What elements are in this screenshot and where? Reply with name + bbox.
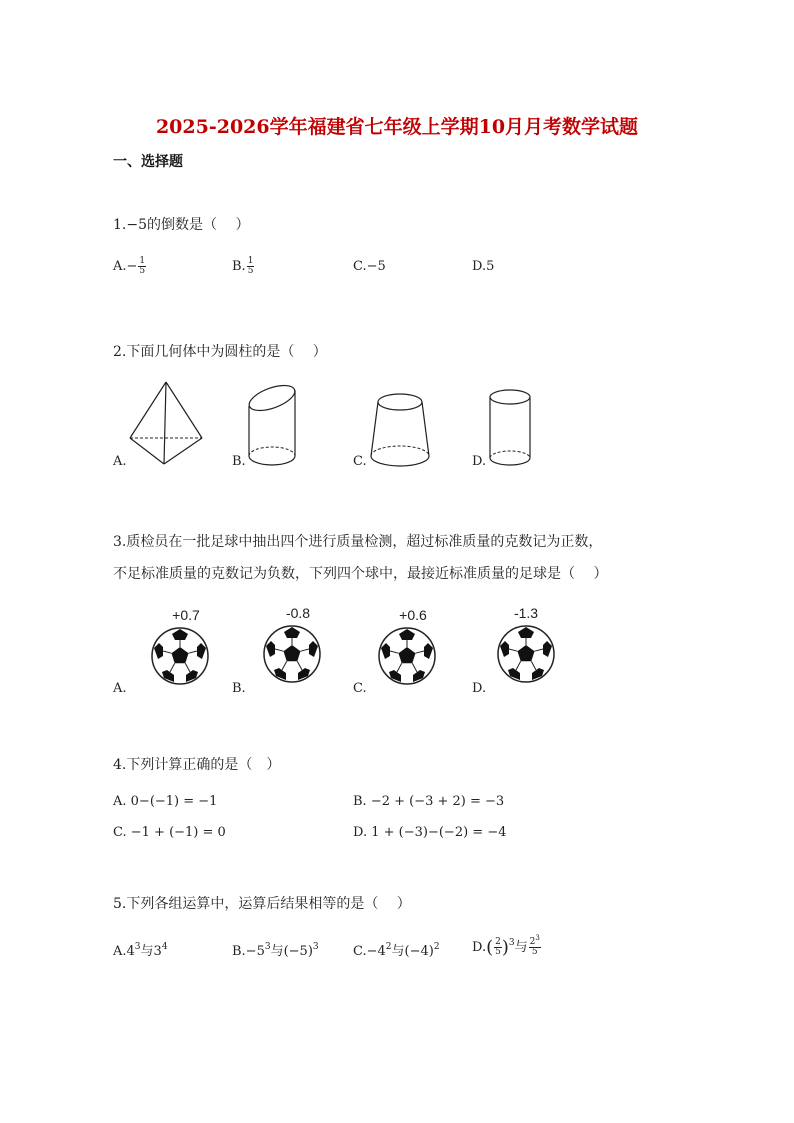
soccer-ball-a [150, 604, 212, 684]
question-3-line1: 3.质检员在一批足球中抽出四个进行质量检测，超过标准质量的克数记为正数， [113, 534, 603, 550]
question-3-line2: 不足标准质量的克数记为负数，下列四个球中，最接近标准质量的足球是（ ） [113, 566, 608, 582]
q1-option-b-prefix: B. [232, 259, 246, 274]
q5-option-a[interactable] [113, 940, 168, 959]
left-paren: ( [486, 937, 494, 958]
frac-numerator: 1 [139, 256, 146, 266]
exponent: 2 [433, 942, 440, 952]
soccer-ball-d [496, 602, 558, 684]
question-4-stem: 4.下列计算正确的是（ ） [113, 757, 281, 773]
q5-option-b[interactable] [232, 940, 319, 959]
q1-option-a[interactable] [113, 257, 146, 276]
exponent: 2 [385, 942, 392, 952]
q5-c-base: C.−4 [353, 944, 386, 959]
pyramid-figure [128, 380, 204, 466]
q1-option-b-fraction [247, 257, 255, 276]
q5-d-fraction-1 [494, 938, 502, 957]
q1-option-c[interactable]: C.−5 [353, 259, 386, 274]
exponent: 3 [134, 942, 141, 952]
q3-option-b-label[interactable]: B. [232, 681, 246, 696]
frac-numerator: 1 [247, 256, 254, 266]
q3-option-a-label[interactable]: A. [113, 681, 127, 696]
q4-option-b[interactable]: B. −2 + (−3 + 2) = −3 [353, 794, 505, 809]
ball-weight-label: +0.7 [172, 607, 200, 623]
q2-option-c-label[interactable]: C. [353, 454, 367, 469]
q4-option-d[interactable]: D. 1 + (−3)−(−2) = −4 [353, 825, 507, 840]
section-heading: 一、选择题 [113, 154, 183, 170]
exponent: 3 [508, 938, 515, 948]
soccer-ball-b [262, 602, 324, 684]
cylinder-figure [488, 388, 534, 470]
q5-d-fraction-2 [529, 934, 541, 957]
q5-b-mid: 与(−5) [270, 944, 313, 959]
q2-option-a-label[interactable]: A. [113, 454, 127, 469]
frustum-figure [368, 392, 432, 468]
q5-a-base: A.4 [113, 944, 135, 959]
q4-option-a[interactable]: A. 0−(−1) = −1 [113, 794, 218, 809]
exponent: 3 [535, 934, 540, 942]
q4-option-c[interactable]: C. −1 + (−1) = 0 [113, 825, 226, 840]
q5-a-mid: 与3 [140, 944, 162, 959]
numerator-base: 2 [529, 937, 536, 947]
q2-option-d-label[interactable]: D. [472, 454, 487, 469]
q5-option-c[interactable] [353, 940, 440, 959]
frac-denominator: 5 [531, 947, 538, 957]
q1-option-b[interactable] [232, 257, 254, 276]
question-2-stem: 2.下面几何体中为圆柱的是（ ） [113, 344, 327, 360]
q1-option-d[interactable]: D.5 [472, 259, 495, 274]
frac-denominator: 5 [139, 266, 146, 276]
q1-option-a-fraction [138, 257, 146, 276]
soccer-ball-c [377, 604, 439, 684]
oblique-cylinder-figure [246, 382, 300, 468]
q5-d-mid: 与 [514, 940, 528, 955]
question-1-stem: 1.−5的倒数是（ ） [113, 217, 250, 233]
ball-weight-label: -0.8 [285, 605, 311, 621]
exponent: 3 [312, 942, 319, 952]
frac-denominator: 5 [247, 266, 254, 276]
q5-d-prefix: D. [472, 940, 487, 955]
q1-option-a-prefix: A.− [113, 259, 138, 274]
page-title: 2025-2026学年福建省七年级上学期10月月考数学试题 [155, 116, 639, 138]
ball-weight-label: -1.3 [513, 605, 539, 621]
right-paren: ) [501, 937, 509, 958]
q3-option-c-label[interactable]: C. [353, 681, 367, 696]
q5-b-base: B.−5 [232, 944, 265, 959]
q2-option-b-label[interactable]: B. [232, 454, 246, 469]
exponent: 4 [161, 942, 168, 952]
frac-denominator: 5 [495, 947, 501, 957]
q3-option-d-label[interactable]: D. [472, 681, 487, 696]
ball-weight-label: +0.6 [399, 607, 427, 623]
exponent: 3 [264, 942, 271, 952]
q5-option-d[interactable] [472, 936, 541, 958]
frac-numerator: 2 [495, 937, 501, 947]
q5-c-mid: 与(−4) [391, 944, 434, 959]
question-5-stem: 5.下列各组运算中，运算后结果相等的是（ ） [113, 896, 411, 912]
